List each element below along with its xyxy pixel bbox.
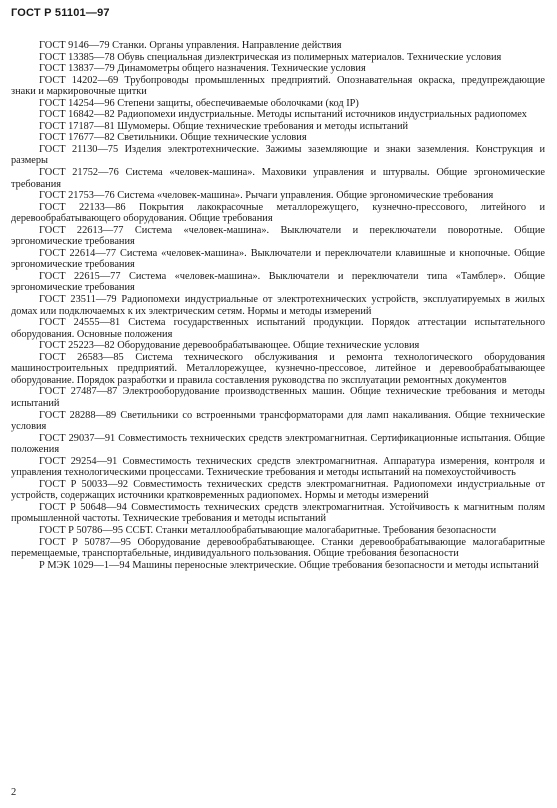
reference-entry: ГОСТ 21752—76 Система «человек-машина». Маховики управления и штурвалы. Общие эргономические требования — [11, 167, 545, 190]
reference-entry: ГОСТ 13385—78 Обувь специальная диэлектрическая из полимерных материалов. Технические условия — [39, 51, 502, 63]
reference-entry: ГОСТ 22133—86 Покрытия лакокрасочные металлорежущего, кузнечно-прессового, литейного и деревообрабатывающего оборудования. Общие требования — [11, 201, 545, 225]
reference-entry: ГОСТ 13837—79 Динамометры общего назначения. Технические условия — [39, 63, 366, 75]
reference-entry: ГОСТ Р 50787—95 Оборудование деревообрабатывающее. Станки деревообрабатывающие малогабаритные перемещаемые, транспортабельные, индивидуального пользования. Общие требования безопасности — [11, 536, 545, 560]
reference-entry: ГОСТ 25223—82 Оборудование деревообрабатывающее. Общие технические условия — [39, 340, 420, 352]
reference-entry: ГОСТ Р 50786—95 ССБТ. Станки металлообрабатывающие малогабаритные. Требования безопасности — [39, 524, 497, 536]
references-list — [11, 40, 545, 571]
reference-entry: ГОСТ 22613—77 Система «человек-машина». Выключатели и переключатели поворотные. Общие эргономические требования — [11, 224, 545, 248]
reference-entry: ГОСТ 23511—79 Радиопомехи индустриальные от электротехнических устройств, эксплуатируемых в жилых домах или подключаемых к их электрическим сетям. Нормы и методы измерений — [11, 294, 545, 317]
reference-entry: ГОСТ 29037—91 Совместимость технических средств электромагнитная. Сертификационные испытания. Общие положения — [11, 432, 545, 456]
document-header: ГОСТ Р 51101—97 — [11, 7, 110, 19]
reference-entry: ГОСТ 28288—89 Светильники со встроенными трансформаторами для ламп накаливания. Общие технические условия — [11, 409, 545, 433]
reference-entry: ГОСТ 17677—82 Светильники. Общие технические условия — [39, 132, 307, 144]
reference-entry: ГОСТ 29254—91 Совместимость технических средств электромагнитная. Аппаратура измерения, контроля и управления технологическими процессами. Технические требования и методы испытаний на помехоустойчивость — [11, 455, 545, 479]
page-number: 2 — [11, 787, 17, 798]
reference-entry: ГОСТ 14202—69 Трубопроводы промышленных предприятий. Опознавательная окраска, предупреждающие знаки и маркировочные щитки — [11, 74, 545, 98]
reference-entry: ГОСТ Р 50033—92 Совместимость технических средств электромагнитная. Радиопомехи индустриальные от устройств, содержащих источники кратковременных радиопомех. Нормы и методы измерений — [11, 478, 545, 502]
reference-entry: ГОСТ Р 50648—94 Совместимость технических средств электромагнитная. Устойчивость к магнитным полям промышленной частоты. Технические требования и методы испытаний — [11, 501, 545, 525]
reference-entry: Р МЭК 1029—1—94 Машины переносные электрические. Общие требования безопасности и методы испытаний — [39, 559, 539, 571]
reference-entry: ГОСТ 21130—75 Изделия электротехнические. Зажимы заземляющие и знаки заземления. Конструкция и размеры — [11, 143, 545, 167]
reference-entry: ГОСТ 22614—77 Система «человек-машина». Выключатели и переключатели клавишные и кнопочные. Общие эргономические требования — [11, 247, 545, 271]
reference-entry: ГОСТ 27487—87 Электрооборудование производственных машин. Общие технические требования и методы испытаний — [11, 386, 545, 409]
reference-entry: ГОСТ 9146—79 Станки. Органы управления. Направление действия — [39, 40, 342, 51]
reference-entry: ГОСТ 21753—76 Система «человек-машина». Рычаги управления. Общие эргономические требования — [39, 190, 494, 202]
reference-entry: ГОСТ 26583—85 Система технического обслуживания и ремонта технологического оборудования машиностроительных предприятий. Металлорежущее, кузнечно-прессовое, литейное и деревообрабатывающее оборудование. Порядок разработки и правила составления руководства по эксплуатации ремонтных документов — [11, 351, 545, 386]
reference-entry: ГОСТ 22615—77 Система «человек-машина». Выключатели и переключатели типа «Тамблер». Общие эргономические требования — [11, 270, 545, 294]
reference-entry: ГОСТ 24555—81 Система государственных испытаний продукции. Порядок аттестации испытательного оборудования. Основные положения — [11, 317, 545, 340]
reference-entry: ГОСТ 16842—82 Радиопомехи индустриальные. Методы испытаний источников индустриальных радиопомех — [39, 109, 527, 121]
reference-entry: ГОСТ 17187—81 Шумомеры. Общие технические требования и методы испытаний — [39, 120, 409, 132]
reference-entry: ГОСТ 14254—96 Степени защиты, обеспечиваемые оболочками (код IP) — [39, 97, 359, 109]
